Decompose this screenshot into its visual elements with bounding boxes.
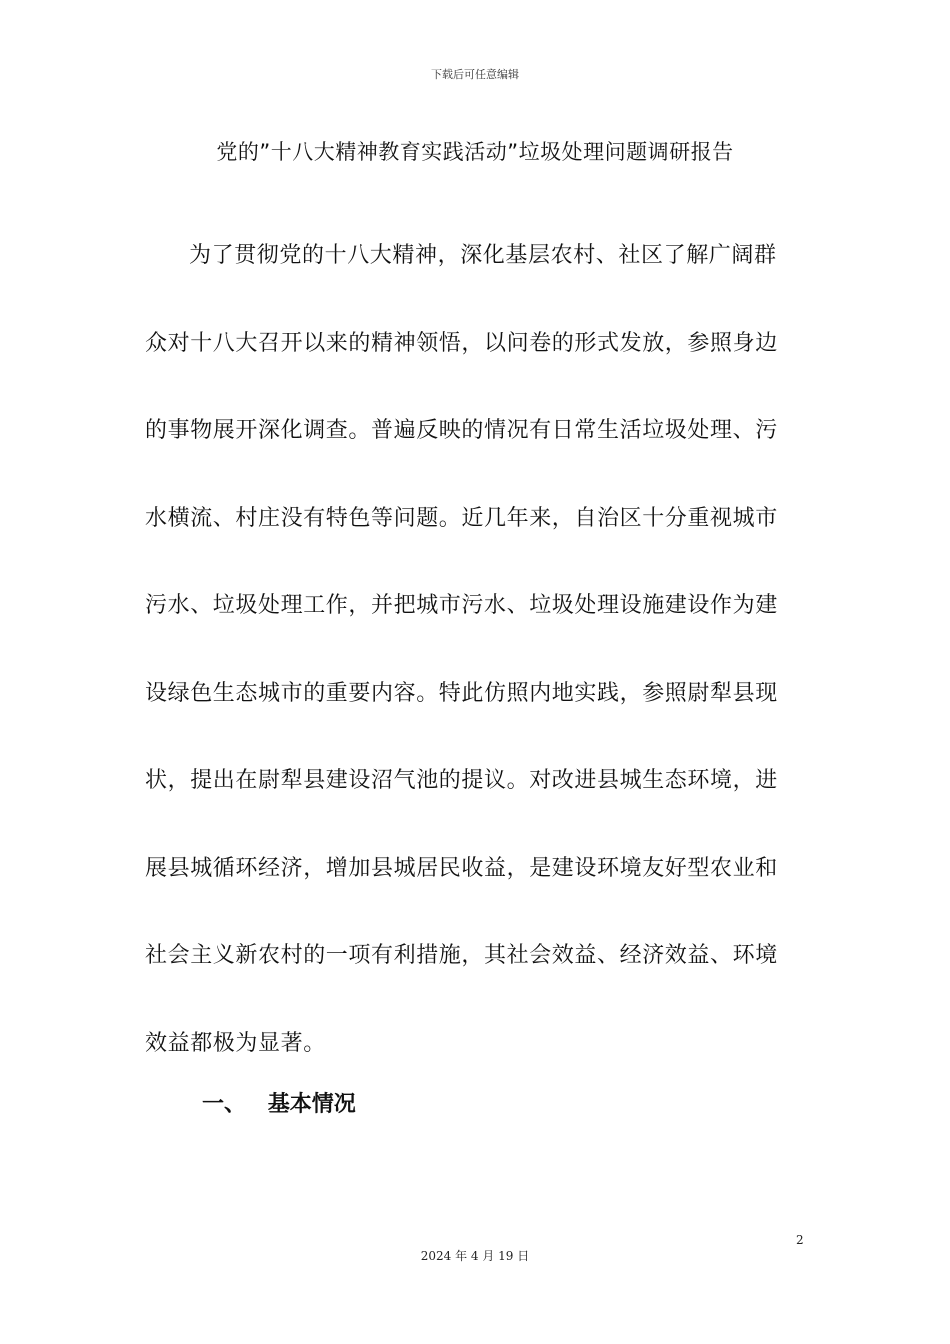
page-number: 2 bbox=[796, 1233, 804, 1247]
paragraph-line: 污水、垃圾处理工作，并把城市污水、垃圾处理设施建设作为建 bbox=[145, 593, 778, 618]
section-number: 一、 bbox=[202, 1092, 247, 1117]
body-paragraph bbox=[145, 212, 797, 1087]
paragraph-line: 展县城循环经济，增加县城居民收益，是建设环境友好型农业和 bbox=[145, 855, 778, 881]
paragraph-line: 为了贯彻党的十八大精神，深化基层农村、社区了解广阔群 bbox=[189, 243, 777, 268]
paragraph-line: 的事物展开深化调查。普遍反映的情况有日常生活垃圾处理、污 bbox=[145, 418, 778, 443]
paragraph-line: 设绿色生态城市的重要内容。特此仿照内地实践，参照尉犁县现 bbox=[145, 680, 778, 706]
paragraph-line: 水横流、村庄没有特色等问题。近几年来，自治区十分重视城市 bbox=[145, 505, 778, 531]
section-title: 基本情况 bbox=[267, 1092, 356, 1117]
paragraph-line: 效益都极为显著。 bbox=[145, 1030, 326, 1056]
section-heading bbox=[202, 1087, 356, 1118]
paragraph-line: 社会主义新农村的一项有利措施，其社会效益、经济效益、环境 bbox=[145, 943, 778, 968]
document-title: 党的”十八大精神教育实践活动”垃圾处理问题调研报告 bbox=[216, 140, 734, 164]
page-header-note: 下载后可任意编辑 bbox=[431, 68, 519, 81]
paragraph-line: 状，提出在尉犁县建设沼气池的提议。对改进县城生态环境，进 bbox=[145, 768, 778, 793]
footer-date: 2024 年 4 月 19 日 bbox=[420, 1249, 530, 1263]
paragraph-line: 众对十八大召开以来的精神领悟，以问卷的形式发放，参照身边 bbox=[145, 330, 778, 356]
